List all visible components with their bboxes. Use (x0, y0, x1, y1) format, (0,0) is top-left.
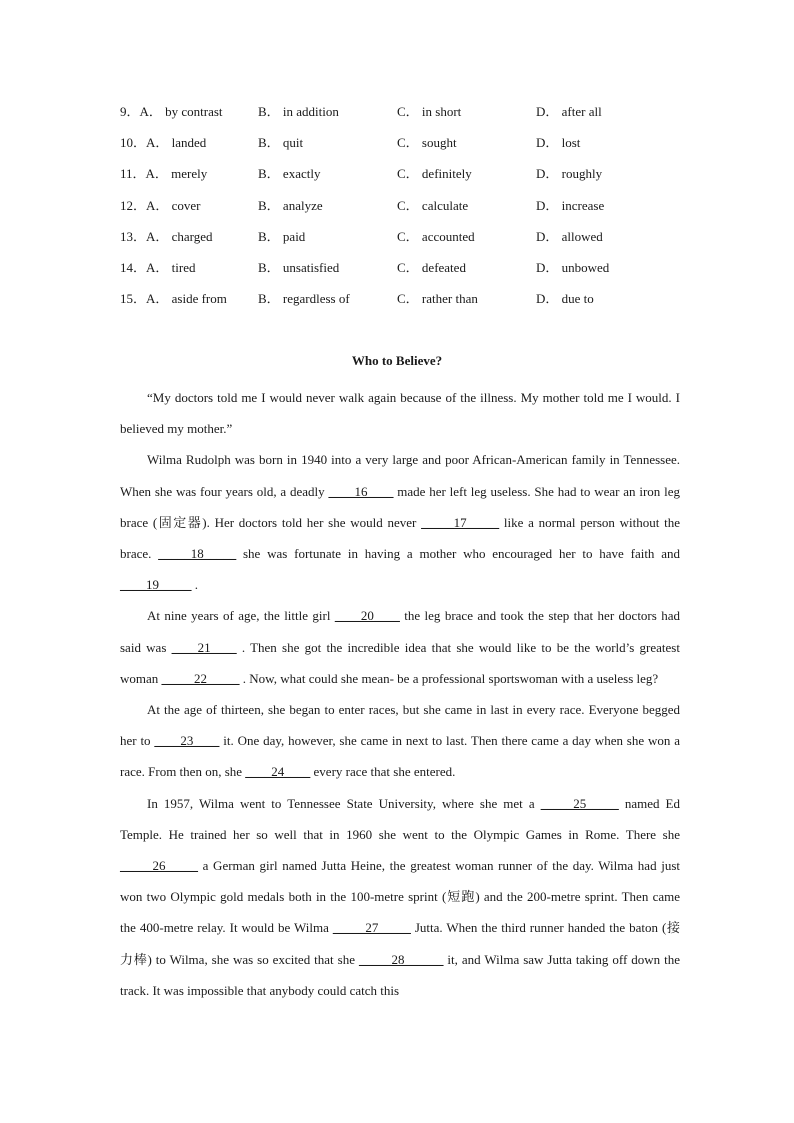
option-a (120, 196, 201, 216)
text: the leg brace and took the step that her doctors had said was (120, 608, 680, 655)
option-a-text: tired (171, 259, 196, 275)
option-a-text: charged (171, 228, 213, 244)
option-row-13 (120, 227, 680, 258)
question-number: 11．A． (120, 166, 168, 182)
option-c: C． calculate (397, 197, 469, 213)
option-row-9 (120, 102, 680, 133)
option-d: D． unbowed (536, 259, 610, 275)
option-d: D． roughly (536, 166, 603, 182)
option-a-text: cover (171, 197, 201, 213)
blank-17: _____17_____ (421, 514, 500, 530)
paragraph-1: “My doctors told me I would never walk again because of the illness. My mother told me I would. I believed my mother.” (120, 390, 680, 437)
question-number: 14．A． (120, 259, 169, 275)
question-number: 15．A． (120, 291, 169, 307)
option-c: C． in short (397, 104, 462, 119)
passage-title: Who to Believe? (351, 353, 443, 368)
option-a-text: aside from (171, 291, 227, 307)
option-a (120, 227, 213, 247)
text: it. One day, however, she came in next to last. Then there came a day when she won a race. From then on, she (120, 733, 680, 780)
option-row-11 (120, 164, 680, 195)
blank-16: ____16____ (328, 483, 394, 499)
text: every race that she entered. (310, 764, 456, 780)
blank-20: ____20____ (334, 608, 400, 624)
option-a-text: landed (171, 135, 207, 151)
blank-19: ____19_____ (120, 577, 192, 593)
option-a-text: by contrast (165, 104, 223, 119)
option-c: C． sought (397, 135, 457, 151)
option-a (120, 258, 195, 278)
option-c: C． rather than (397, 291, 478, 307)
text: a German girl named Jutta Heine, the greatest woman runner of the day. Wilma had just won two Olympic gold medals both in the 100-metre sprint (短跑) and the 200-metre sprint. Then came the 400-metre relay. It would be Wilma (120, 858, 680, 936)
blank-28: _____28______ (358, 951, 444, 967)
question-number: 13．A． (120, 228, 169, 244)
paragraph-4 (120, 694, 680, 788)
blank-21: ____21____ (171, 639, 237, 655)
text: Jutta. When the third runner handed the baton (接力棒) to Wilma, she was so excited that she (120, 920, 680, 967)
option-b: B． in addition (258, 104, 339, 119)
text: like a normal person without the brace. (120, 514, 680, 562)
paragraph-2 (120, 444, 680, 600)
question-number: 9．A． (120, 104, 162, 119)
text: . Then she got the incredible idea that she would like to be the world’s greatest woman (120, 639, 680, 686)
option-c: C． definitely (397, 166, 472, 182)
option-a (120, 133, 206, 153)
text: In 1957, Wilma went to Tennessee State University, where she met a (147, 795, 541, 811)
option-a (120, 164, 207, 184)
option-row-10 (120, 133, 680, 164)
cloze-passage (120, 382, 680, 1006)
option-row-14 (120, 258, 680, 289)
option-b: B． quit (258, 135, 304, 151)
option-row-15 (120, 289, 680, 320)
option-d: D． increase (536, 197, 605, 213)
option-d: D． lost (536, 135, 581, 151)
option-b: B． analyze (258, 197, 323, 213)
question-number: 12．A． (120, 197, 169, 213)
option-a (120, 289, 227, 309)
blank-25: _____25_____ (540, 795, 619, 811)
option-c: C． accounted (397, 228, 475, 244)
blank-27: _____27_____ (332, 920, 411, 936)
paragraph-3 (120, 600, 680, 694)
option-b: B． unsatisfied (258, 259, 340, 275)
option-a (120, 102, 223, 122)
option-b: B． paid (258, 228, 306, 244)
blank-22: _____22_____ (161, 670, 240, 686)
text: made her left leg useless. She had to wear an iron leg brace (固定器). Her doctors told her she would never (120, 483, 680, 530)
question-number: 10．A． (120, 135, 169, 151)
text: Wilma Rudolph was born in 1940 into a very large and poor African-American family in Tennessee. When she was four years old, a deadly (120, 452, 680, 499)
blank-24: ____24____ (245, 764, 311, 780)
blank-23: ____23____ (154, 733, 220, 749)
option-c: C． defeated (397, 259, 466, 275)
option-d: D． due to (536, 291, 594, 307)
option-d: D． allowed (536, 228, 603, 244)
option-b: B． regardless of (258, 291, 350, 307)
text: it, and Wilma saw Jutta taking off down the track. It was impossible that anybody could catch this (120, 951, 680, 998)
text: . (191, 577, 198, 593)
text: named Ed Temple. He trained her so well that in 1960 she went to the Olympic Games in Rome. There she (120, 795, 680, 842)
paragraph-5 (120, 788, 680, 1006)
option-d: D． after all (536, 104, 602, 119)
option-a-text: merely (171, 166, 208, 182)
blank-18: _____18_____ (158, 546, 237, 562)
text: At nine years of age, the little girl (147, 608, 335, 624)
answer-options (120, 102, 680, 320)
text: she was fortunate in having a mother who encouraged her to have faith and (236, 546, 680, 562)
text: . Now, what could she mean- be a professional sportswoman with a useless leg? (239, 670, 659, 686)
option-row-12 (120, 196, 680, 227)
option-b: B． exactly (258, 166, 321, 182)
text: At the age of thirteen, she began to enter races, but she came in last in every race. Everyone begged her to (120, 702, 680, 749)
blank-26: _____26_____ (120, 858, 198, 874)
